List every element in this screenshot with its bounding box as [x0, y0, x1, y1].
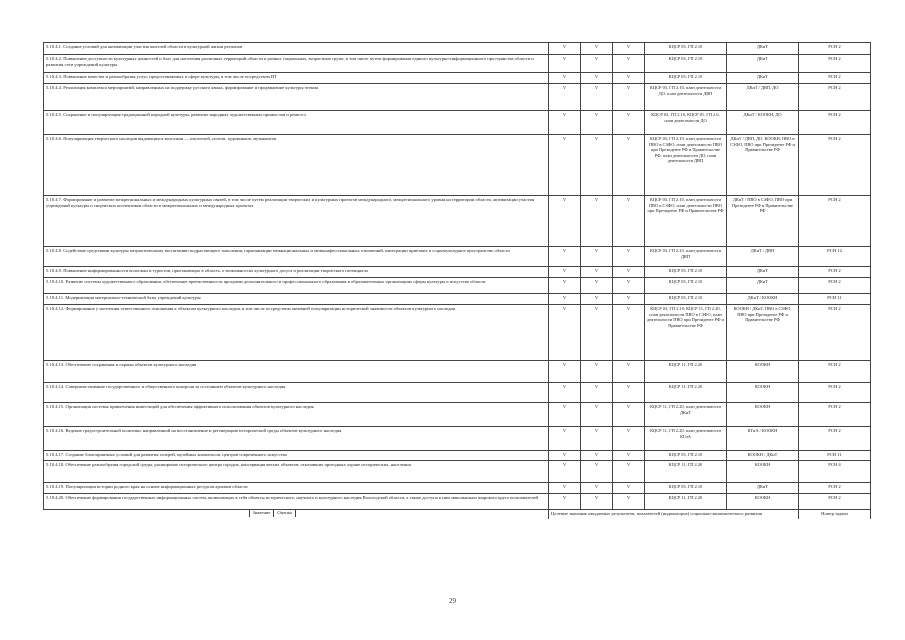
footer-value-label: Значение [249, 510, 275, 517]
period-mark-1: V [549, 494, 581, 510]
period-mark-3: V [613, 383, 645, 403]
period-mark-1: V [549, 361, 581, 383]
period-mark-2: V [581, 196, 613, 247]
risk-code: РСН 2 [799, 278, 871, 294]
period-mark-1: V [549, 43, 581, 55]
period-mark-3: V [613, 294, 645, 305]
period-mark-3: V [613, 247, 645, 267]
period-mark-2: V [581, 483, 613, 494]
period-mark-3: V [613, 267, 645, 278]
period-mark-2: V [581, 361, 613, 383]
period-mark-2: V [581, 247, 613, 267]
period-mark-1: V [549, 461, 581, 483]
period-mark-1: V [549, 73, 581, 84]
period-mark-1: V [549, 403, 581, 427]
measure-text: 5.10.4.20. Обеспечение формирования государственных информационных систем, включающих в себя объекты исторического, научного и культурного наследия Вологодской области, а также доступа к ним максимально широкого круга пользователей [44, 494, 549, 510]
risk-code: РСН 11 [799, 294, 871, 305]
risk-code: РСН 2 [799, 196, 871, 247]
risk-code: РСН 2 [799, 383, 871, 403]
risk-code: РСН 4 [799, 461, 871, 483]
document-sheet [43, 42, 870, 519]
funding-source: КЦСР 03, ГП 2.10, КЦСР 01, ГП 2.6, план деятельности ДО [645, 111, 727, 135]
executor: ДКиТ / КООКН [727, 294, 799, 305]
table-row [44, 135, 871, 196]
executor: КООКН [727, 361, 799, 383]
period-mark-2: V [581, 55, 613, 73]
measure-text: 5.10.4.3. Повышение качества и разнообразия услуг, предоставляемых в сфере культуры, в том числе посредством ИТ [44, 73, 549, 84]
period-mark-1: V [549, 55, 581, 73]
period-mark-2: V [581, 427, 613, 451]
table-row [44, 361, 871, 383]
period-mark-3: V [613, 135, 645, 196]
table-row [44, 84, 871, 111]
period-mark-3: V [613, 278, 645, 294]
measure-text: 5.10.4.14. Совершенствование государственного и общественного контроля за состоянием объектов культурного наследия [44, 383, 549, 403]
footer-center-label: Целевые значения ожидаемых результатов, показателей (индикаторов) социально-экономического развития [549, 510, 799, 520]
period-mark-2: V [581, 43, 613, 55]
period-mark-2: V [581, 305, 613, 361]
period-mark-3: V [613, 111, 645, 135]
executor: КГиА / КООКН [727, 427, 799, 451]
measure-text: 5.10.4.13. Обеспечение сохранения и охраны объектов культурного наследия [44, 361, 549, 383]
table-row [44, 278, 871, 294]
page-number: 29 [449, 597, 456, 605]
footer-task-number: Номер задачи [799, 510, 871, 520]
executor: ДКиТ / ДВП, ДО, КООКН, ПВО в СЗФО, ПВО при Президенте РФ и Правительстве РФ [727, 135, 799, 196]
period-mark-1: V [549, 383, 581, 403]
risk-code: РСН 2 [799, 73, 871, 84]
period-mark-1: V [549, 247, 581, 267]
risk-code: РСН 2 [799, 55, 871, 73]
measure-text: 5.10.4.12. Формирование у населения ответственного отношения к объектам культурного наследия, в том числе посредством активной популяризации исторической значимости объектов культурного наследия [44, 305, 549, 361]
risk-code: РСН 11 [799, 451, 871, 461]
risk-code: РСН 2 [799, 361, 871, 383]
measure-text: 5.10.4.11. Модернизация материально-технической базы учреждений культуры [44, 294, 549, 305]
table-row [44, 427, 871, 451]
period-mark-3: V [613, 494, 645, 510]
measure-text: 5.10.4.9. Повышение информированности вологжан и туристов, приезжающих в область, о возможностях культурного досуга и реализации творческого потенциала [44, 267, 549, 278]
period-mark-1: V [549, 305, 581, 361]
measure-text: 5.10.4.16. Ведение градостроительной политики, направленной на восстановление и регенерацию исторической среды объектов культурного наследия [44, 427, 549, 451]
funding-source: КЦСР 03, ГП 2.10 [645, 267, 727, 278]
executor: ДКиТ [727, 73, 799, 84]
period-mark-3: V [613, 451, 645, 461]
period-mark-3: V [613, 361, 645, 383]
measure-text: 5.10.4.18. Обеспечение разнообразия городской среды, расширение исторического центра городов, консервация ветхих объектов, отказавших пригодных охране исторических, населения [44, 461, 549, 483]
executor: КООКН [727, 403, 799, 427]
period-mark-3: V [613, 43, 645, 55]
period-mark-2: V [581, 461, 613, 483]
period-mark-3: V [613, 196, 645, 247]
measure-text: 5.10.4.1. Создание условий для активизации участия жителей области в культурной жизни регионов [44, 43, 549, 55]
period-mark-2: V [581, 403, 613, 427]
executor: ДКиТ / ДВП, ДО [727, 84, 799, 111]
risk-code: РСН 2 [799, 84, 871, 111]
executor: КООКН [727, 494, 799, 510]
table-row [44, 267, 871, 278]
table-row [44, 55, 871, 73]
period-mark-3: V [613, 403, 645, 427]
period-mark-1: V [549, 451, 581, 461]
executor: ДКиТ / КООКН, ДО [727, 111, 799, 135]
period-mark-2: V [581, 135, 613, 196]
funding-source: КЦСР 11, ГП 2.20, план деятельности ДКиТ [645, 403, 727, 427]
period-mark-2: V [581, 294, 613, 305]
period-mark-3: V [613, 461, 645, 483]
measure-text: 5.10.4.19. Популяризация истории родного края на основе информационных ресурсов архивов области [44, 483, 549, 494]
risk-code: РСН 2 [799, 403, 871, 427]
measure-text: 5.10.4.8. Содействие средствами культуры патриотическому воспитанию подрастающего поколения, гармонизации межнациональных и межконфессиональных отношений, интеграции приезжих в социокультурное пространство области [44, 247, 549, 267]
risk-code: РСН 2 [799, 483, 871, 494]
table-row [44, 111, 871, 135]
table-row [44, 494, 871, 510]
period-mark-3: V [613, 427, 645, 451]
period-mark-3: V [613, 84, 645, 111]
period-mark-3: V [613, 305, 645, 361]
period-mark-2: V [581, 267, 613, 278]
funding-source: КЦСР 03, ГП 2.10, план деятельности ПВО в СЗФО, план деятельности ПВО при Президенте РФ и Правительстве РФ, план деятельности ДО, план деятельности ДВП [645, 135, 727, 196]
risk-code: РСН 2 [799, 494, 871, 510]
measure-text: 5.10.4.6. Популяризация творческого наследия выдающихся вологжан — писателей, поэтов, художников, музыкантов [44, 135, 549, 196]
risk-code: РСН 2 [799, 305, 871, 361]
period-mark-1: V [549, 427, 581, 451]
funding-source: КЦСР 03, ГП 2.10, план деятельности ДВП [645, 247, 727, 267]
table-row [44, 305, 871, 361]
measure-text: 5.10.4.17. Создание благоприятных условий для развития галерей, музейных комплексов, центров современного искусства [44, 451, 549, 461]
executor: ДКиТ / ДВП [727, 247, 799, 267]
executor: КООКН [727, 461, 799, 483]
executor: ДКиТ [727, 278, 799, 294]
period-mark-1: V [549, 267, 581, 278]
period-mark-1: V [549, 196, 581, 247]
table-row [44, 383, 871, 403]
table-row [44, 196, 871, 247]
period-mark-2: V [581, 494, 613, 510]
executor: ДКиТ [727, 43, 799, 55]
period-mark-2: V [581, 73, 613, 84]
risk-code: РСН 2 [799, 111, 871, 135]
funding-source: КЦСР 03, ГП 2.10, план деятельности ПВО в СЗФО, план деятельности ПВО при Президенте РФ и Правительстве РФ [645, 196, 727, 247]
table-row [44, 73, 871, 84]
executor: ДКиТ [727, 267, 799, 278]
funding-source: КЦСР 03, ГП 2.10, КЦСР 11, ГП 2.20, план деятельности ПВО в СЗФО, план деятельности ПВО при Президенте РФ и Правительстве РФ [645, 305, 727, 361]
measure-text: 5.10.4.2. Повышение доступности культурных ценностей и благ для населения различных территорий области и разных социальных, возрастных групп, в том числе путем формирования единого культурно-информационного пространства области и развития сети учреждений культуры [44, 55, 549, 73]
measure-text: 5.10.4.15. Организация системы привлечения инвестиций для обеспечения эффективного использования объектов культурного наследия [44, 403, 549, 427]
funding-source: КЦСР 11, ГП 2.20 [645, 494, 727, 510]
period-mark-2: V [581, 84, 613, 111]
period-mark-2: V [581, 111, 613, 135]
executor: КООКН / ДКиТ [727, 451, 799, 461]
executor: ДКиТ [727, 55, 799, 73]
period-mark-3: V [613, 483, 645, 494]
footer-left [44, 510, 549, 520]
funding-source: КЦСР 11, ГП 2.20 [645, 361, 727, 383]
period-mark-1: V [549, 135, 581, 196]
period-mark-2: V [581, 451, 613, 461]
executor: КООКН [727, 383, 799, 403]
risk-code: РСН 2 [799, 267, 871, 278]
period-mark-3: V [613, 73, 645, 84]
table-footer-row [44, 510, 871, 520]
executor: ДКиТ [727, 483, 799, 494]
table-row [44, 461, 871, 483]
funding-source: КЦСР 03, ГП 2.10 [645, 73, 727, 84]
table-row [44, 43, 871, 55]
funding-source: КЦСР 11, ГП 2.20 [645, 461, 727, 483]
executor: ДКиТ / ПВО в СЗФО, ПВО при Президенте РФ и Правительстве РФ [727, 196, 799, 247]
measure-text: 5.10.4.10. Развитие системы художественного образования, обеспечение преемственности программ дополнительного и профессионального образования в образовательных организациях сферы культуры и искусства области [44, 278, 549, 294]
table-row [44, 483, 871, 494]
period-mark-3: V [613, 55, 645, 73]
funding-source: КЦСР 03, ГП 2.10, план деятельности ДО, план деятельности ДВП [645, 84, 727, 111]
funding-source: КЦСР 03, ГП 2.10 [645, 278, 727, 294]
table-row [44, 403, 871, 427]
footer-score-label: Оценка [274, 510, 295, 517]
period-mark-1: V [549, 84, 581, 111]
funding-source: КЦСР 03, ГП 2.10 [645, 483, 727, 494]
period-mark-2: V [581, 278, 613, 294]
period-mark-1: V [549, 278, 581, 294]
risk-code: РСН 2 [799, 43, 871, 55]
funding-source: КЦСР 11, ГП 2.20, план деятельности КГиА [645, 427, 727, 451]
risk-code: РСН 2 [799, 135, 871, 196]
period-mark-2: V [581, 383, 613, 403]
funding-source: КЦСР 03, ГП 2.10 [645, 451, 727, 461]
risk-code: РСН 12 [799, 247, 871, 267]
measure-text: 5.10.4.5. Сохранение и популяризация традиционной народной культуры, развитие народных художественных промыслов и ремесел [44, 111, 549, 135]
measures-table [43, 42, 871, 519]
period-mark-1: V [549, 483, 581, 494]
funding-source: КЦСР 03, ГП 2.10 [645, 294, 727, 305]
period-mark-1: V [549, 294, 581, 305]
period-mark-1: V [549, 111, 581, 135]
table-row [44, 247, 871, 267]
funding-source: КЦСР 11, ГП 2.20 [645, 383, 727, 403]
measure-text: 5.10.4.4. Реализация комплекса мероприятий, направленных на поддержку русского языка, формирование и продвижение культуры чтения [44, 84, 549, 111]
risk-code: РСН 2 [799, 427, 871, 451]
table-row [44, 294, 871, 305]
funding-source: КЦСР 03, ГП 2.10 [645, 43, 727, 55]
executor: КООКН / ДКиТ, ПВО в СЗФО, ПВО при Президенте РФ и Правительстве РФ [727, 305, 799, 361]
measure-text: 5.10.4.7. Формирование и развитие межрегиональных и международных культурных связей, в том числе путем реализации творческих и культурных проектов международного, межрегионального уровня на территории области, активизации участия учреждений культуры и творческих коллективов области в межрегиональных и международных проектах [44, 196, 549, 247]
table-row [44, 451, 871, 461]
funding-source: КЦСР 03, ГП 2.10 [645, 55, 727, 73]
